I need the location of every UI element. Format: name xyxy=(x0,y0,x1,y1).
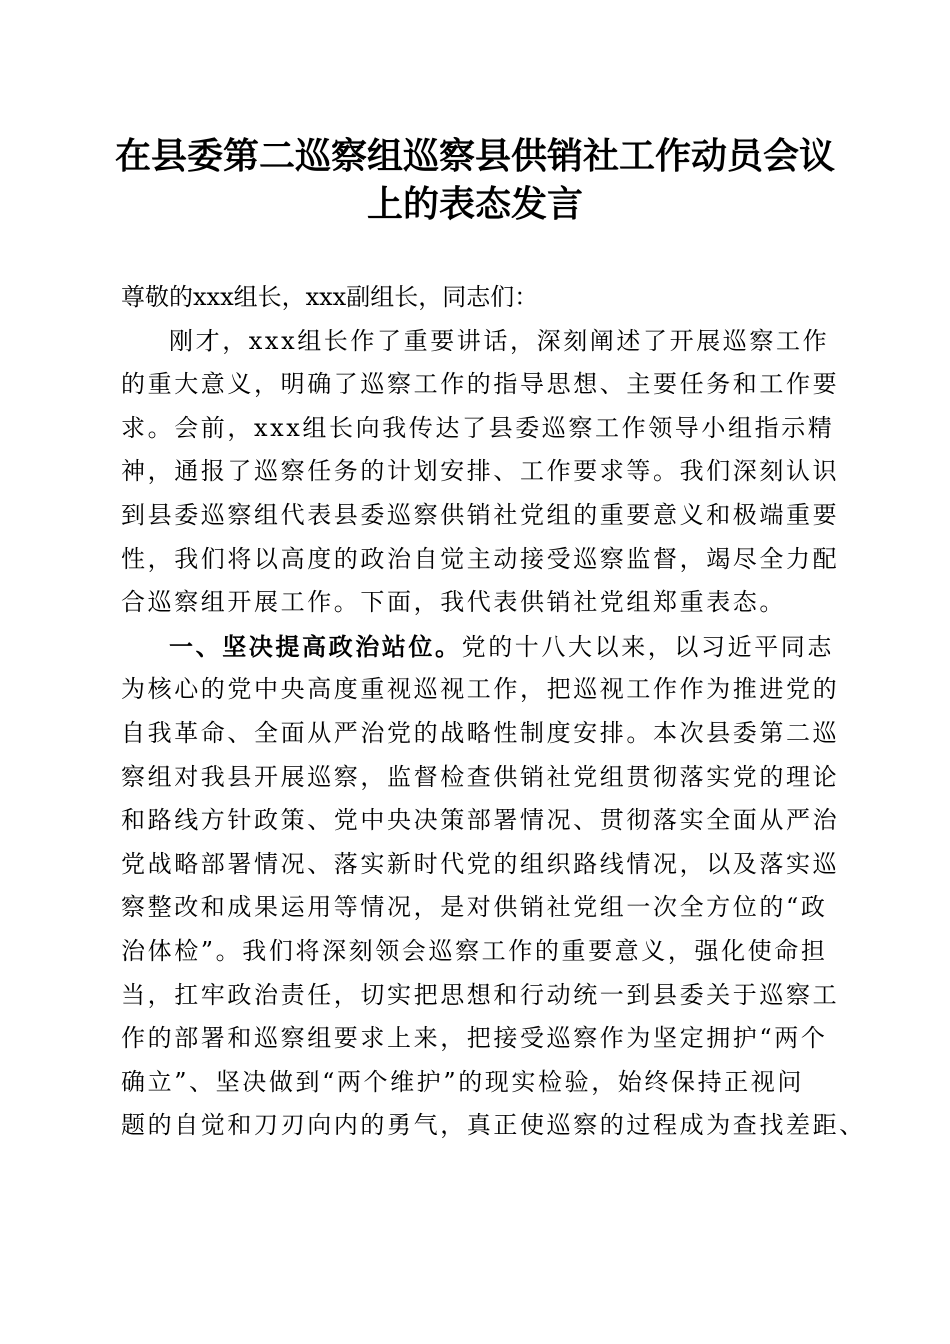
section1-line-9: 当，扛牢政治责任，切实把思想和行动统一到县委关于巡察工 xyxy=(121,980,840,1009)
section1-line-8: 治体检”。我们将深刻领会巡察工作的重要意义，强化使命担 xyxy=(121,936,828,965)
paragraph1-line-7: 合巡察组开展工作。下面，我代表供销社党组郑重表态。 xyxy=(121,588,786,617)
section1-line-4: 察组对我县开展巡察，监督检查供销社党组贯彻落实党的理论 xyxy=(121,762,840,791)
section1-line-11: 确立”、坚决做到“两个维护”的现实检验，始终保持正视问 xyxy=(121,1067,805,1096)
title-line-2: 上的表态发言 xyxy=(366,183,583,225)
section1-heading: 一、坚决提高政治站位。 xyxy=(169,631,462,661)
section1-line-3: 自我革命、全面从严治党的战略性制度安排。本次县委第二巡 xyxy=(121,718,840,747)
section1-first-line xyxy=(121,625,835,669)
paragraph1-line-1: 刚才，xxx组长作了重要讲话，深刻阐述了开展巡察工作 xyxy=(169,326,830,355)
paragraph1-line-2: 的重大意义，明确了巡察工作的指导思想、主要任务和工作要 xyxy=(121,370,840,399)
paragraph1-line-5: 到县委巡察组代表县委巡察供销社党组的重要意义和极端重要 xyxy=(121,500,840,529)
paragraph1-line-4: 神，通报了巡察任务的计划安排、工作要求等。我们深刻认识 xyxy=(121,457,840,486)
section1-line-6: 党战略部署情况、落实新时代党的组织路线情况，以及落实巡 xyxy=(121,849,840,878)
document-title xyxy=(100,132,850,228)
section1-line-2: 为核心的党中央高度重视巡视工作，把巡视工作作为推进党的 xyxy=(121,675,840,704)
section1-line-12: 题的自觉和刀刃向内的勇气，真正使巡察的过程成为查找差距、 xyxy=(121,1111,866,1140)
section1-line-7: 察整改和成果运用等情况，是对供销社党组一次全方位的“政 xyxy=(121,893,828,922)
document-body xyxy=(121,276,866,1148)
section1-first-line-rest: 党的十八大以来，以习近平同志 xyxy=(461,632,835,661)
section1-line-10: 作的部署和巡察组要求上来，把接受巡察作为坚定拥护“两个 xyxy=(121,1024,828,1053)
paragraph1-line-6: 性，我们将以高度的政治自觉主动接受巡察监督，竭尽全力配 xyxy=(121,544,840,573)
section1-line-5: 和路线方针政策、党中央决策部署情况、贯彻落实全面从严治 xyxy=(121,806,840,835)
title-line-1: 在县委第二巡察组巡察县供销社工作动员会议 xyxy=(114,135,835,177)
paragraph1-line-3: 求。会前，xxx组长向我传达了县委巡察工作领导小组指示精 xyxy=(121,413,835,442)
salutation: 尊敬的xxx组长，xxx副组长，同志们： xyxy=(121,283,539,311)
